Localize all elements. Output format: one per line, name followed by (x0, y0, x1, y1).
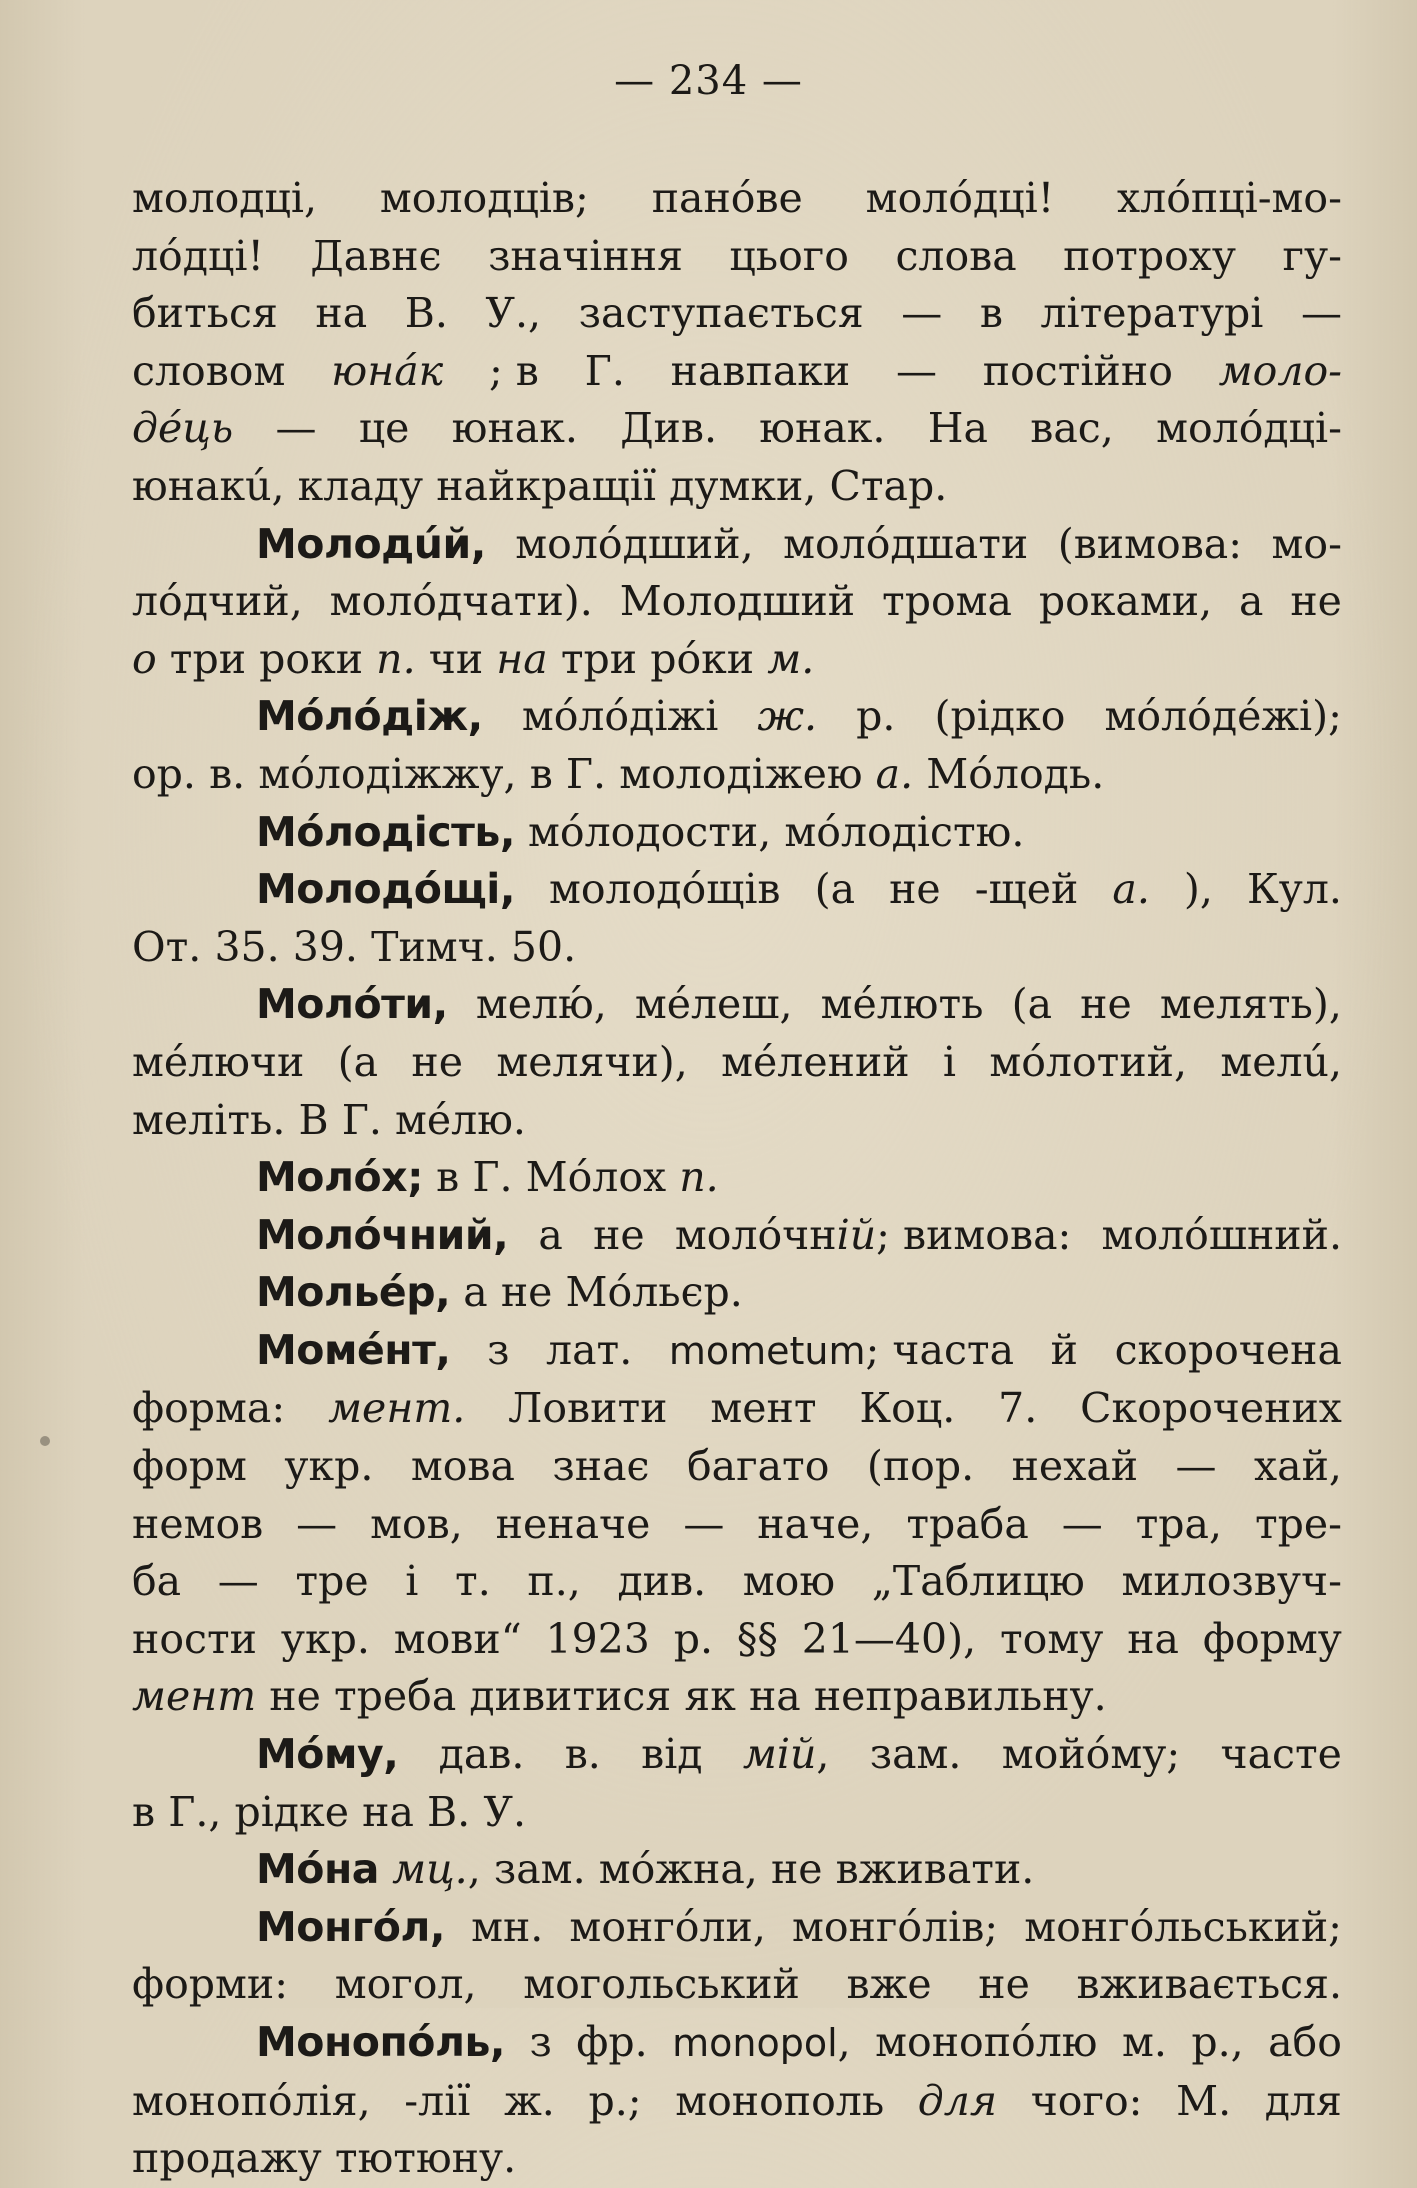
text-line-25: ба — тре і т. п., див. мою „Таблицю милозвуч- (132, 1557, 1342, 1606)
headword: Молодóщі, (256, 865, 515, 914)
headword: Молодúй, (256, 519, 486, 568)
headword: Монопóль, (256, 2018, 505, 2066)
headword: Мóна (256, 1845, 379, 1894)
entry-molier: Мольéр, а не Мóльєр. (132, 1264, 1342, 1322)
text-line-23: форм укр. мова знає багато (пор. нехай — хай, (132, 1442, 1342, 1491)
entry-molodoshchi: Молодóщі, молодóщів (а не -щей а. ), Кул. (132, 861, 1342, 919)
italic-word: моло- (1218, 346, 1342, 395)
entry-molokh: Молóх; в Г. Мóлох п. (132, 1149, 1342, 1207)
dictionary-text (132, 170, 1342, 2188)
headword: Мольéр, (256, 1268, 451, 1317)
text-line-4: словом юнáк ; в Г. навпаки — постійно моло- (132, 343, 1342, 401)
entry-moloty: Молóти, мелю́, мéлеш, мéлють (а не мелять), (132, 976, 1342, 1034)
entry-molochnyi: Молóчний, а не молóчній; вимова: молóшний. (132, 1207, 1342, 1265)
text-line-29: в Г., рідке на В. У. (132, 1787, 526, 1836)
text-line-22: форма: мент. Ловити мент Коц. 7. Скорочених (132, 1384, 1342, 1433)
text-line-34: монопóлія, -лії ж. р.; монополь для чого: М. для (132, 2076, 1342, 2125)
text-line-5: дéць — це юнак. Див. юнак. На вас, молóдці- (132, 400, 1342, 458)
text-line-6: юнакú, кладу найкращії думки, Стар. (132, 461, 948, 510)
entry-mona: Мóна мц., зам. мóжна, не вживати. (132, 1841, 1342, 1899)
text-line-3: биться на В. У., заступається — в літературі — (132, 289, 1342, 338)
text-line-14: От. 35. 39. Тимч. 50. (132, 922, 577, 971)
margin-ink-spot (40, 1436, 50, 1446)
text-line-27: мент не треба дивитися як на неправильну. (132, 1672, 1107, 1721)
entry-molodizh: Мóлóдіж, мóлóдіжі ж. р. (рідко мóлóдéжі); (132, 688, 1342, 746)
headword: Молóх; (256, 1153, 424, 1202)
headword: Мóлóдіж, (256, 692, 483, 741)
text-line-35: продажу тютюну. (132, 2134, 517, 2183)
text-line-16: мéлючи (а не мелячи), мéлений і мóлотий, мелú, (132, 1037, 1342, 1086)
entry-momu: Мóму, дав. в. від мій, зам. мойóму; часте (132, 1726, 1342, 1784)
text-line-9: о три роки п. чи на три рóки м. (132, 634, 815, 683)
page-number: — 234 — (614, 58, 803, 104)
text-line-17: меліть. В Г. мéлю. (132, 1095, 526, 1144)
text-line-32: форми: могол, могольський вже не вживається. (132, 1960, 1342, 2009)
headword: Молóти, (256, 980, 448, 1029)
entry-moment: Момéнт, з лат. mometum; часта й скорочена (132, 1322, 1342, 1381)
entry-mongol: Монгóл, мн. монгóли, монгóлів; монгóльський; (132, 1899, 1342, 1957)
entry-monopol: Монопóль, з фр. monopol, монопóлю м. р., або (132, 2014, 1342, 2073)
text-line-26: ности укр. мови“ 1923 р. §§ 21—40), тому на форму (132, 1614, 1342, 1663)
text-line-8: лóдчий, молóдчати). Молодший трома роками, а не (132, 577, 1342, 626)
headword: Молóчний, (256, 1210, 509, 1259)
headword: Монгóл, (256, 1902, 445, 1951)
italic-word: дéць (132, 404, 234, 453)
headword: Мóлодість, (256, 807, 515, 856)
headword: Мóму, (256, 1730, 399, 1779)
text-line-1: молодці, молодців; панóве молóдці! хлóпці-мо- (132, 174, 1342, 222)
entry-molodyi: Молодúй, молóдший, молóдшати (вимова: мо- (132, 516, 1342, 574)
text-line-24: немов — мов, неначе — наче, траба — тра, тре- (132, 1499, 1342, 1548)
headword: Момéнт, (256, 1325, 451, 1374)
italic-word: юнáк (331, 346, 444, 395)
text-line-11: ор. в. мóлодіжжу, в Г. молодіжею а. Мóлодь. (132, 749, 1105, 798)
entry-molodist: Мóлодість, мóлодости, мóлодістю. (132, 804, 1342, 862)
text-line-2: лóдці! Давнє значіння цього слова потроху гу- (132, 231, 1342, 280)
